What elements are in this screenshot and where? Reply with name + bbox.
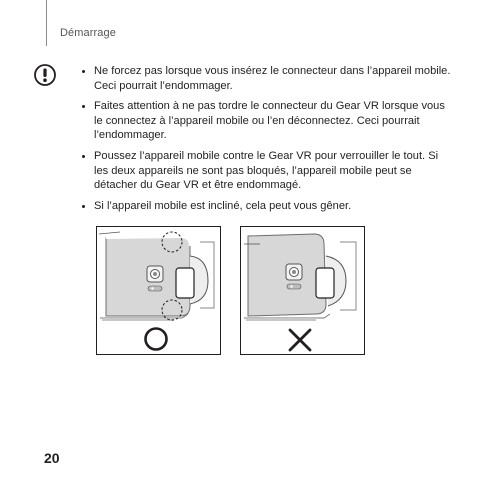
page-number: 20	[44, 450, 60, 466]
section-title: Démarrage	[60, 27, 116, 39]
warning-list	[80, 64, 452, 219]
warning-item	[80, 99, 452, 143]
bullet-dot	[82, 70, 85, 73]
warning-text: Faites attention à ne pas tordre le connecteur du Gear VR lorsque vous le connectez à l’appareil mobile ou l’en déconnectez. Ceci pourrait l’endommager.	[94, 100, 445, 142]
warning-item	[80, 199, 452, 214]
bullet-dot	[82, 105, 85, 108]
correct-illustration	[96, 226, 221, 355]
warning-text: Poussez l’appareil mobile contre le Gear VR pour verrouiller le tout. Si les deux appareils ne sont pas bloqués, l’appareil mobile peut se détacher du Gear VR et être endommagé.	[94, 149, 439, 192]
header-rule	[46, 0, 47, 46]
warning-exclamation-icon	[34, 64, 56, 86]
incorrect-illustration	[240, 226, 365, 355]
bullet-dot	[82, 205, 85, 208]
bullet-dot	[82, 155, 85, 158]
warning-item	[80, 64, 452, 93]
warning-item	[80, 149, 452, 193]
warning-text: Si l’appareil mobile est incliné, cela peut vous gêner.	[94, 199, 352, 212]
warning-text: Ne forcez pas lorsque vous insérez le connecteur dans l’appareil mobile. Ceci pourrait l’endommager.	[94, 65, 451, 92]
